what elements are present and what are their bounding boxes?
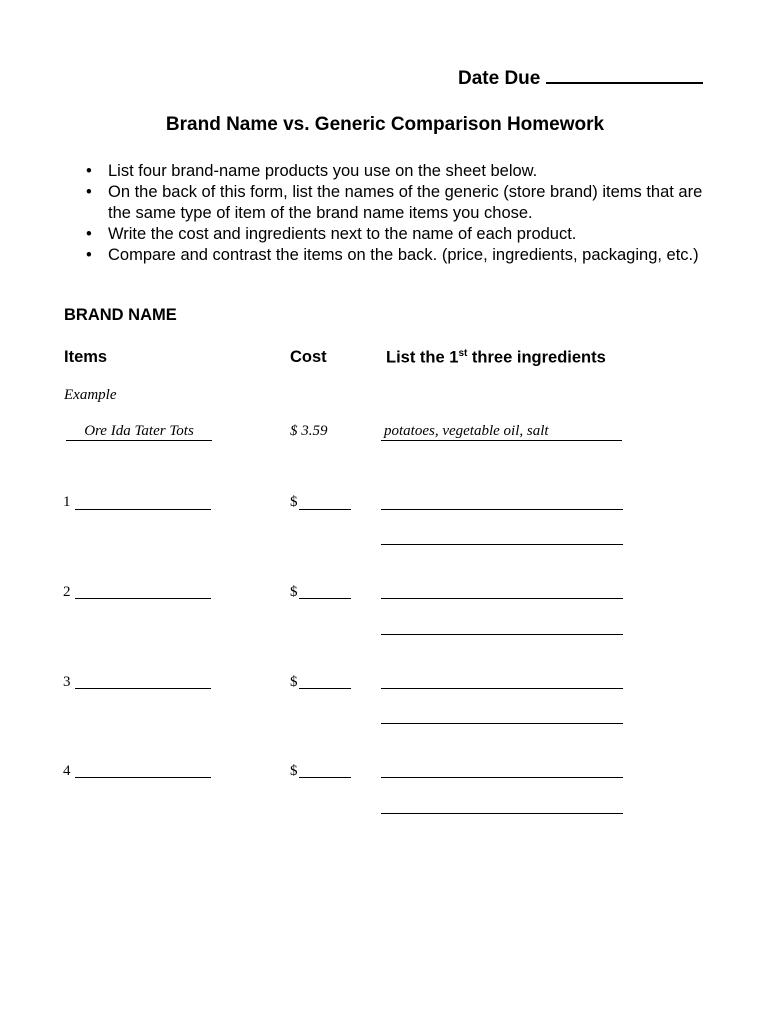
page-title: Brand Name vs. Generic Comparison Homework [165, 114, 605, 135]
dollar-sign: $ [290, 763, 298, 779]
instruction-item: • Write the cost and ingredients next to the name of each product. [86, 224, 726, 245]
ingredients-blank-2[interactable] [381, 723, 623, 724]
section-heading: BRAND NAME [64, 306, 177, 324]
ingredients-blank-2[interactable] [381, 634, 623, 635]
ingredients-blank-2[interactable] [381, 813, 623, 814]
column-header-ingredients [386, 348, 606, 368]
dollar-sign: $ [290, 584, 298, 600]
date-due [458, 66, 703, 90]
example-label: Example [64, 387, 117, 403]
date-due-field[interactable] [546, 66, 703, 84]
instructions-list [86, 161, 726, 266]
row-number: 2 [63, 584, 71, 600]
column-header-cost: Cost [290, 348, 327, 366]
cost-blank[interactable] [299, 777, 351, 778]
ingredients-header-suffix: three ingredients [467, 348, 606, 367]
example-ingredients: potatoes, vegetable oil, salt [381, 423, 622, 441]
item-blank[interactable] [75, 688, 211, 689]
example-item: Ore Ida Tater Tots [66, 423, 212, 441]
ingredients-blank-2[interactable] [381, 544, 623, 545]
dollar-sign: $ [290, 494, 298, 510]
instruction-item: • Compare and contrast the items on the back. (price, ingredients, packaging, etc.) [86, 245, 726, 266]
example-cost: $ 3.59 [290, 423, 328, 439]
ingredients-header-sup: st [458, 348, 468, 359]
item-blank[interactable] [75, 777, 211, 778]
cost-blank[interactable] [299, 688, 351, 689]
item-blank[interactable] [75, 509, 211, 510]
column-header-items: Items [64, 348, 108, 366]
instruction-item: • List four brand-name products you use on the sheet below. [86, 161, 726, 182]
ingredients-blank[interactable] [381, 509, 623, 510]
cost-blank[interactable] [299, 598, 351, 599]
cost-blank[interactable] [299, 509, 351, 510]
row-number: 4 [63, 763, 71, 779]
ingredients-header-prefix: List the 1 [386, 348, 459, 367]
item-blank[interactable] [75, 598, 211, 599]
ingredients-blank[interactable] [381, 777, 623, 778]
date-due-label: Date Due [458, 68, 541, 89]
dollar-sign: $ [290, 674, 298, 690]
row-number: 1 [63, 494, 71, 510]
row-number: 3 [63, 674, 71, 690]
ingredients-blank[interactable] [381, 688, 623, 689]
ingredients-blank[interactable] [381, 598, 623, 599]
instruction-item: • On the back of this form, list the names of the generic (store brand) items that are the same type of item of the brand name items you chose. [86, 182, 726, 224]
